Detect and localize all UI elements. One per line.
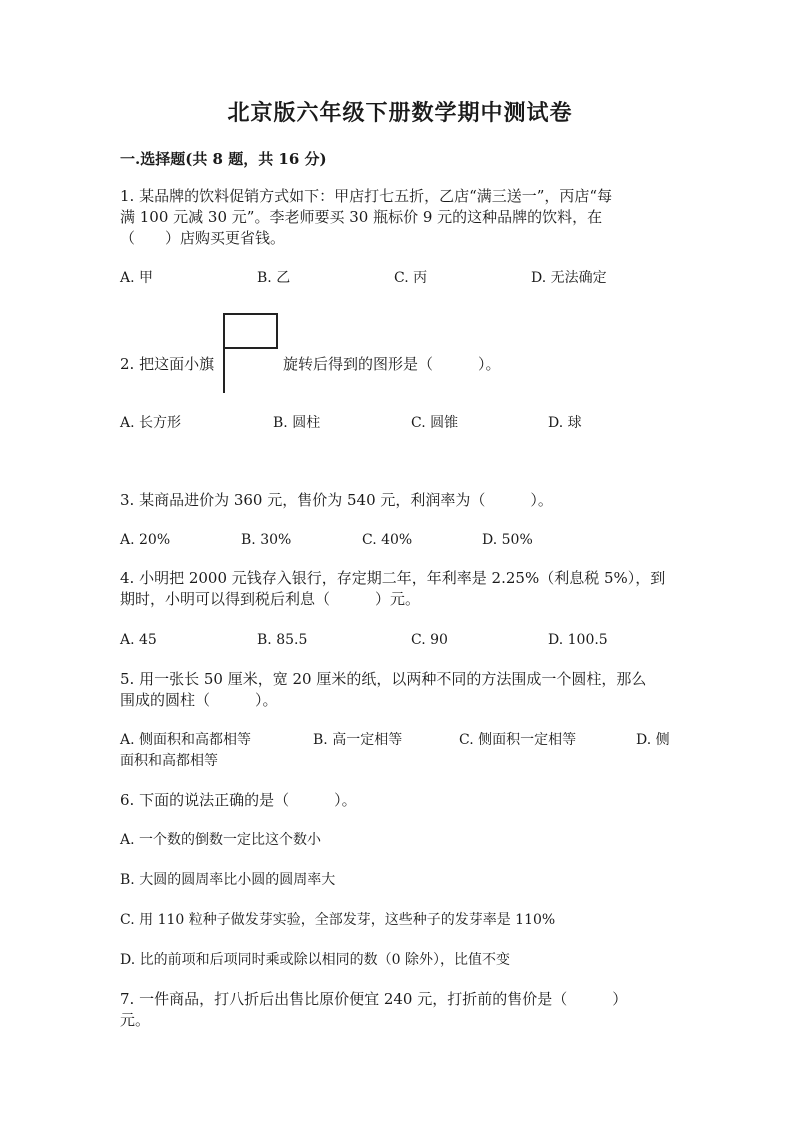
option-c[interactable]: C. 侧面积一定相等	[459, 732, 577, 748]
option-d-continued: 面积和高都相等	[120, 753, 218, 769]
option-a[interactable]: A. 长方形	[120, 415, 182, 431]
question-line: 元。	[120, 1011, 151, 1029]
question-line: 7. 一件商品，打八折后出售比原价便宜 240 元，打折前的售价是（ ）	[120, 990, 628, 1008]
option-d[interactable]: D. 球	[548, 415, 582, 431]
question-3-text	[120, 490, 680, 511]
option-d[interactable]: D. 侧	[636, 732, 670, 748]
question-line: 4. 小明把 2000 元钱存入银行，存定期二年，年利率是 2.25%（利息税 5%），到	[120, 569, 666, 587]
option-d[interactable]: D. 无法确定	[531, 270, 607, 286]
option-d[interactable]: D. 比的前项和后项同时乘或除以相同的数（0 除外），比值不变	[120, 952, 510, 968]
question-line: （ ）店购买更省钱。	[120, 229, 286, 247]
option-c[interactable]: C. 90	[411, 632, 448, 648]
section-heading: 一.选择题(共 8 题，共 16 分)	[120, 150, 327, 168]
question-line: 3. 某商品进价为 360 元，售价为 540 元，利润率为（ ）。	[120, 491, 553, 509]
option-b[interactable]: B. 30%	[241, 532, 292, 548]
option-a[interactable]: A. 20%	[120, 532, 171, 548]
option-b[interactable]: B. 大圆的圆周率比小圆的圆周率大	[120, 872, 336, 888]
option-b[interactable]: B. 圆柱	[273, 415, 321, 431]
question-7-text	[120, 989, 680, 1031]
option-c[interactable]: C. 用 110 粒种子做发芽实验，全部发芽，这些种子的发芽率是 110%	[120, 912, 556, 928]
option-a[interactable]: A. 一个数的倒数一定比这个数小	[120, 832, 322, 848]
option-a[interactable]: A. 侧面积和高都相等	[120, 732, 252, 748]
question-4-text	[120, 568, 680, 610]
question-line: 期时，小明可以得到税后利息（ ）元。	[120, 590, 421, 608]
flag-cloth	[224, 314, 277, 348]
question-line: 满 100 元减 30 元”。李老师要买 30 瓶标价 9 元的这种品牌的饮料，在	[120, 208, 603, 226]
question-6-text	[120, 790, 680, 811]
option-a[interactable]: A. 45	[120, 632, 157, 648]
flag-figure	[222, 313, 280, 393]
question-line: 6. 下面的说法正确的是（ ）。	[120, 791, 357, 809]
option-d[interactable]: D. 100.5	[548, 632, 608, 648]
question-1-text	[120, 186, 680, 249]
option-d[interactable]: D. 50%	[482, 532, 533, 548]
option-b[interactable]: B. 85.5	[257, 632, 308, 648]
option-c[interactable]: C. 丙	[394, 270, 428, 286]
question-5-text	[120, 669, 680, 711]
question-2-text-before: 2. 把这面小旗	[120, 355, 215, 373]
option-b[interactable]: B. 高一定相等	[313, 732, 403, 748]
option-c[interactable]: C. 40%	[362, 532, 413, 548]
question-line: 5. 用一张长 50 厘米，宽 20 厘米的纸，以两种不同的方法围成一个圆柱，那么	[120, 670, 647, 688]
page-title: 北京版六年级下册数学期中测试卷	[227, 100, 573, 126]
question-line: 围成的圆柱（ ）。	[120, 691, 278, 709]
option-b[interactable]: B. 乙	[257, 270, 291, 286]
option-c[interactable]: C. 圆锥	[411, 415, 459, 431]
option-a[interactable]: A. 甲	[120, 270, 154, 286]
question-2-text-after: 旋转后得到的图形是（ ）。	[283, 355, 501, 373]
question-line: 1. 某品牌的饮料促销方式如下：甲店打七五折，乙店“满三送一”，丙店“每	[120, 187, 613, 205]
